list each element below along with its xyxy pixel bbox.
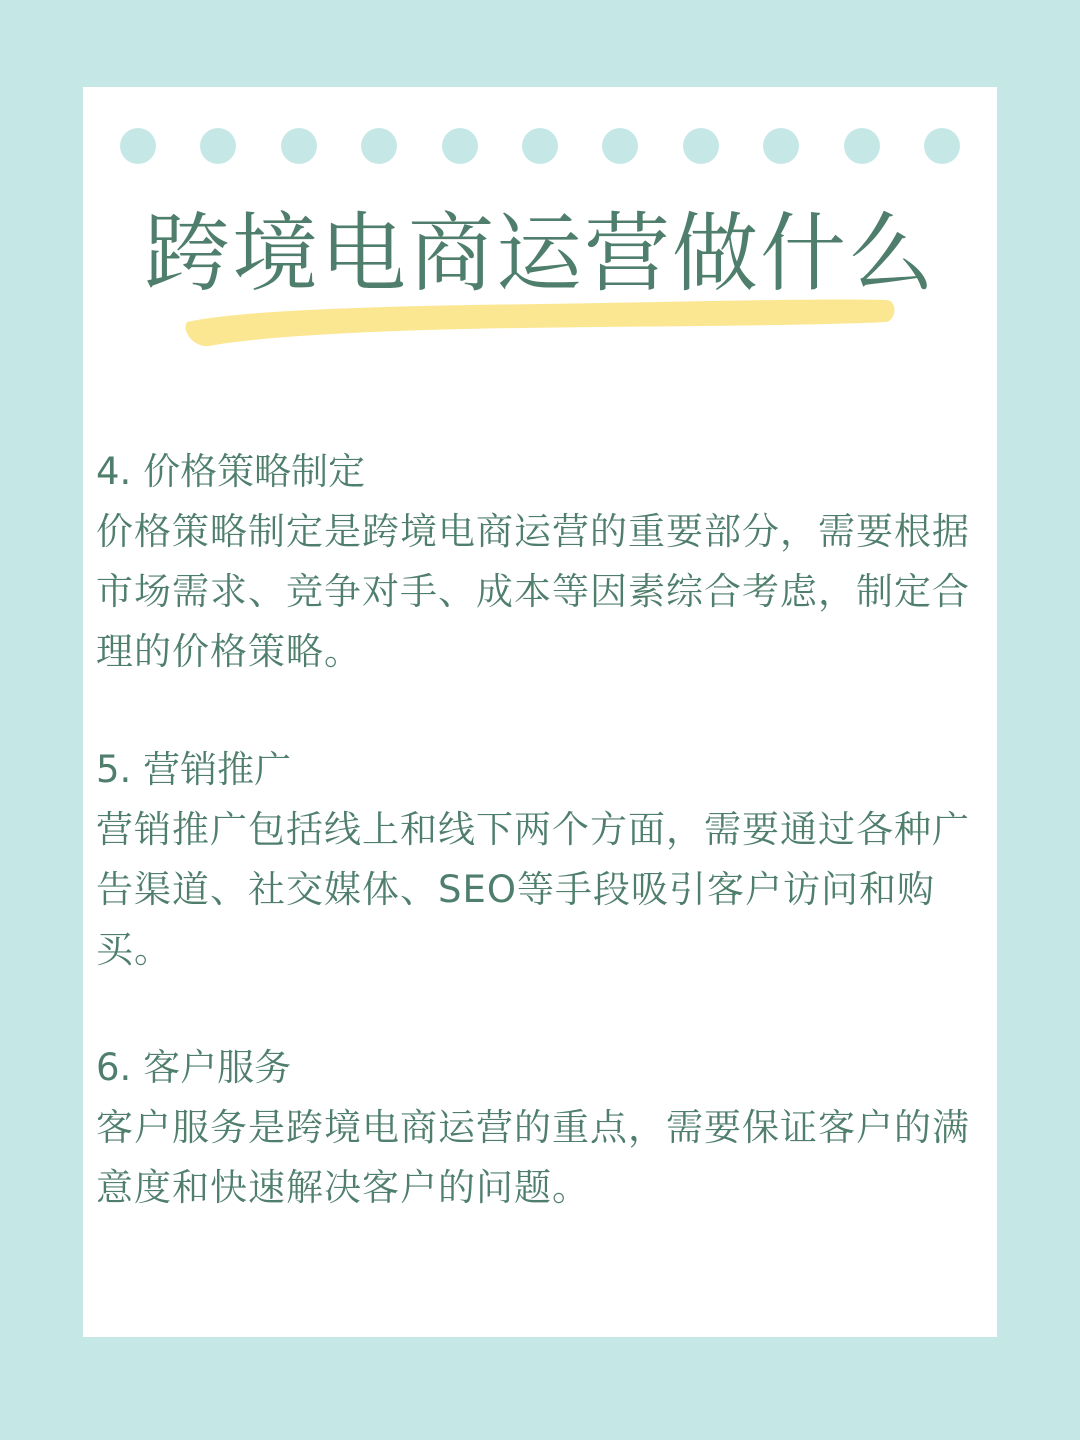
binder-dot <box>522 128 558 164</box>
binder-dot <box>924 128 960 164</box>
binder-dot <box>361 128 397 164</box>
binder-dot <box>442 128 478 164</box>
binder-dot <box>281 128 317 164</box>
page-title: 跨境电商运营做什么 <box>144 204 936 304</box>
binder-dot <box>120 128 156 164</box>
section-body: 客户服务是跨境电商运营的重点，需要保证客户的满意度和快速解决客户的问题。 <box>96 1106 970 1209</box>
section-price-strategy <box>96 442 986 682</box>
section-body: 价格策略制定是跨境电商运营的重要部分，需要根据市场需求、竞争对手、成本等因素综合考虑，制定合理的价格策略。 <box>96 510 970 673</box>
binder-dot <box>602 128 638 164</box>
section-customer-service <box>96 1038 986 1218</box>
content-card <box>83 87 997 1337</box>
binder-dot <box>200 128 236 164</box>
binder-dot <box>683 128 719 164</box>
section-marketing <box>96 740 986 980</box>
section-heading: 4. 价格策略制定 <box>96 450 366 493</box>
binder-dot <box>844 128 880 164</box>
section-heading: 6. 客户服务 <box>96 1046 292 1089</box>
section-body: 营销推广包括线上和线下两个方面，需要通过各种广告渠道、社交媒体、SEO等手段吸引客户访问和购买。 <box>96 808 970 971</box>
section-heading: 5. 营销推广 <box>96 748 292 791</box>
binder-dot <box>763 128 799 164</box>
binder-dots <box>120 128 960 164</box>
article-content <box>96 442 986 1276</box>
